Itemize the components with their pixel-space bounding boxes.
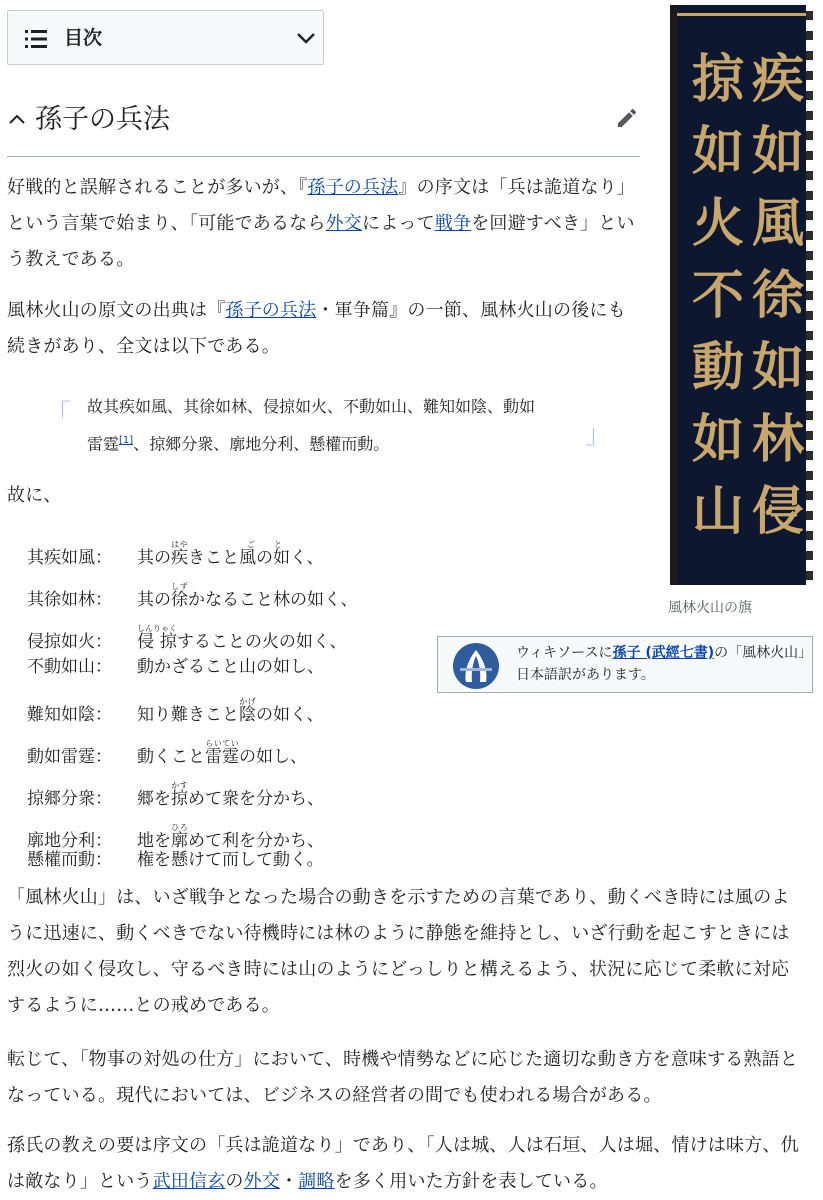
verse-kanbun: 動如雷霆： [27,747,112,767]
verse-line [27,582,358,612]
text: の [225,1171,244,1192]
ruby-text [171,781,188,809]
verse-kanbun: 難知如陰： [27,705,112,725]
verse-kanbun: 掠郷分衆： [27,789,112,809]
ruby-text [171,582,188,610]
list-icon [25,29,47,49]
footnote-ref[interactable]: [1] [119,435,134,446]
quote-open-mark: 「 [45,400,72,430]
verse-kanbun: 侵掠如火： [27,632,112,652]
paragraph-takeda [7,1128,807,1200]
text: 』の序文は「兵は詭道なり」という言葉で始まり、「可能であるなら [7,177,636,234]
banner-tab [806,111,813,120]
banner-tab [806,431,813,440]
section-heading [7,98,640,157]
banner-tab [806,331,813,340]
banner-tab [806,451,813,460]
section-title: 孫子の兵法 [35,104,170,135]
banner-tab [806,271,813,280]
banner-tab [806,511,813,520]
paragraph-usage: 転じて、「物事の対処の仕方」において、時機や情勢などに応じた適切な動き方を意味する熟語となっている。現代においては、ビジネスの経営者の間でも使われる場合がある。 [7,1049,799,1106]
banner-tab [806,351,813,360]
banner-pole [670,5,678,585]
verse-reading [137,582,358,610]
banner-tab [806,31,813,40]
banner-character: 如 [751,121,805,182]
text: めて利を分かち、 [188,831,324,851]
banner-character: 動 [691,337,745,398]
verse-reading [137,850,324,870]
furigana: しず [171,582,188,591]
wikisource-box [437,636,813,693]
banner-tab [806,491,813,500]
paragraph-intro [7,170,637,278]
verse-line [27,848,324,872]
verse-reading [137,739,307,767]
pencil-icon[interactable] [615,106,639,130]
text: 其の [137,548,171,568]
text: 権を懸けて而して動く。 [137,850,324,870]
chevron-up-icon[interactable] [7,112,27,126]
furinkazan-banner-image[interactable] [670,5,813,585]
paragraph-meaning: 「風林火山」は、いざ戦争となった場合の動きを示すための言葉であり、動くべき時には風のように迅速に、動くべきでない待機時には林のように静態を維持とし、いざ行動を起こすときには烈火の如く侵攻し、守るべき時には山のようにどっしりと構えるよう、状況に応じて柔軟に対応するように……との戒めである。 [7,887,790,1016]
banner-tab [806,531,813,540]
verse-line [27,781,324,811]
text: かなること林の如く、 [188,590,358,610]
text: 知り難きこと [137,705,239,725]
verse-reading [137,781,324,809]
text: ・ [280,1171,299,1192]
banner-character: 掠 [691,49,745,110]
banner-tab [806,131,813,140]
text: 徐 [171,590,188,610]
verse-line [27,624,347,654]
text: によって [362,213,435,234]
text: 疾 [171,548,188,568]
banner-tab [806,311,813,320]
verse-line [27,739,307,769]
banner-character: 山 [691,481,745,542]
text: 廓 [171,831,188,851]
banner-tab [806,171,813,180]
verse-reading [137,540,324,568]
furigana: かげ [239,697,256,706]
verse-line [27,540,324,570]
link-sonshi-2[interactable]: 孫子の兵法 [225,300,317,321]
text: を多く用いた方針を表している。 [334,1171,608,1192]
banner-character: 疾 [751,49,805,110]
text: 風林火山の原文の出典は『 [7,300,226,321]
banner-character: 侵 [751,481,805,542]
quote-close-mark: 」 [585,420,612,450]
verse-line [27,697,324,727]
banner-tab [806,91,813,100]
text: きこと [188,548,239,568]
banner-character: 如 [691,121,745,182]
banner-tab [806,571,813,580]
ruby-text [239,540,290,568]
verse-kanbun: 懸權而動： [27,850,112,870]
text: 風の如 [239,548,290,568]
paragraph-therefore: 故に、 [7,485,62,506]
ruby-text [205,739,239,767]
banner-character: 風 [751,193,805,254]
furigana: しんりゃく [137,624,177,633]
text: 其の [137,590,171,610]
link-diplomacy[interactable]: 外交 [325,213,363,234]
wikisource-logo-icon [452,642,500,690]
banner-tab [806,551,813,560]
banner-tab [806,411,813,420]
verse-kanbun: 廓地分利： [27,831,112,851]
wikisource-text [516,642,806,686]
verse-line [27,655,324,679]
banner-tab [806,291,813,300]
verse-reading [137,697,324,725]
text: 孫氏の教えの要は序文の「兵は詭道なり」であり、「人は城、人は石垣、人は堀、情けは味方、仇は敵なり」という [7,1135,799,1192]
banner-character: 林 [751,409,805,470]
blockquote [45,390,612,458]
banner-character: 不 [691,265,745,326]
text: ・軍争篇』の一節、風林火山の後にも続きがあり、全文は以下である。 [7,300,626,357]
banner-tab [806,51,813,60]
image-caption: 風林火山の旗 [668,600,752,616]
text: の「風林火山」日本語訳があります。 [516,645,806,683]
link-chouryaku[interactable]: 調略 [298,1171,335,1192]
text: 好戦的と誤解されることが多いが、『 [7,177,308,198]
text: を回避すべき」という教えである。 [7,213,635,270]
text: 、掠郷分衆、廓地分利、懸權而動。 [133,434,390,454]
link-takeda[interactable]: 武田信玄 [152,1171,226,1192]
text: ウィキソースに [516,645,613,661]
banner-tab [806,71,813,80]
banner-character: 徐 [751,265,805,326]
banner-character: 火 [691,193,745,254]
verse-kanbun: 其疾如風： [27,548,112,568]
text: 故其疾如風、其徐如林、侵掠如火、不動如山、難知如陰、動如雷霆 [87,397,536,454]
ruby-text [137,624,177,652]
banner-tab [806,211,813,220]
banner-tab [806,251,813,260]
verse-reading [137,624,347,652]
furigana: かす [171,781,188,790]
banner-tab [806,371,813,380]
text: 侵 掠 [137,632,177,652]
ruby-text [171,540,188,568]
text: の如し、 [239,747,307,767]
text: することの火の如く、 [176,632,347,652]
verse-kanbun: 不動如山： [27,657,112,677]
quote-text [87,390,547,461]
chevron-down-icon [296,31,316,45]
banner-tab [806,151,813,160]
furigana: ひろ [171,823,188,832]
paragraph-source [7,293,637,365]
text: 動かざること山の如し、 [137,657,324,677]
text: 陰 [239,705,256,725]
furigana: はや [171,540,188,549]
link-wikisource[interactable]: 孫子 (武經七書) [612,645,715,661]
link-war[interactable]: 戦争 [434,213,472,234]
banner-character: 如 [751,337,805,398]
text: の如く、 [256,705,324,725]
banner-tab [806,231,813,240]
toc-toggle[interactable] [7,10,324,65]
toc-label: 目次 [64,27,103,49]
text: めて衆を分かち、 [188,789,324,809]
ruby-text [239,697,256,725]
text: 動くこと [137,747,205,767]
text: 掠 [171,789,188,809]
text: く、 [290,548,324,568]
text: 郷を [137,789,171,809]
furigana: らいてい [205,739,239,748]
banner-character: 如 [691,409,745,470]
text: 地を [137,831,171,851]
furigana: ごと [239,540,290,549]
banner-tab [806,11,813,20]
banner-tab [806,191,813,200]
text: 雷霆 [205,747,239,767]
banner-tab [806,471,813,480]
link-sonshi[interactable]: 孫子の兵法 [307,177,399,198]
banner-border [677,13,806,16]
link-diplomacy-2[interactable]: 外交 [243,1171,281,1192]
verse-kanbun: 其徐如林： [27,590,112,610]
verse-reading [137,657,324,677]
banner-tab [806,391,813,400]
